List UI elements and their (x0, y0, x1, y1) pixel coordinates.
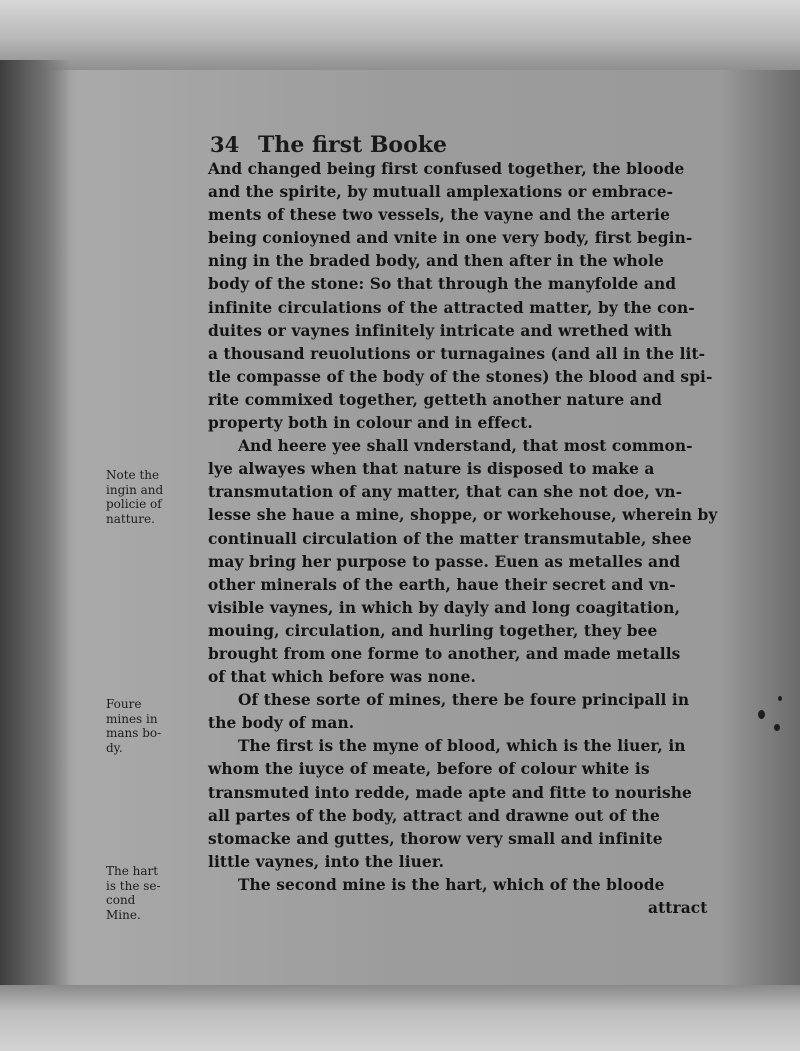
margin-note-line: Foure (106, 697, 142, 711)
text-line: tle compasse of the body of the stones) the blood and spi- (208, 367, 713, 386)
text-line: And changed being first confused together, the bloode (208, 160, 685, 178)
text-line: lesse she haue a mine, shoppe, or workehouse, wherein by (208, 506, 718, 525)
margin-note-hart (106, 864, 196, 922)
margin-note-line: cond (106, 893, 136, 907)
text-line: the body of man. (208, 714, 355, 733)
margin-note-line: Mine. (106, 907, 141, 922)
text-line: mouing, circulation, and hurling together, they bee (208, 621, 658, 640)
margin-note-line: mans bo- (106, 726, 162, 740)
margin-note-line: dy. (106, 740, 123, 755)
text-line: And heere yee shall vnderstand, that most common- (238, 437, 693, 456)
text-line: being conioyned and vnite in one very body, first begin- (208, 229, 693, 248)
text-line: little vaynes, into the liuer. (208, 852, 445, 871)
text-line: lye alwayes when that nature is disposed to make a (208, 460, 655, 479)
running-head: The first Booke (258, 132, 447, 158)
margin-note-line: policie of (106, 497, 162, 511)
text-line: Of these sorte of mines, there be foure principall in (238, 691, 690, 710)
text-line: The first is the myne of blood, which is the liuer, in (238, 737, 686, 756)
text-line: transmutation of any matter, that can she not doe, vn- (208, 483, 683, 502)
text-line: brought from one forme to another, and made metalls (208, 644, 681, 663)
ink-speck (774, 724, 780, 731)
ink-speck (758, 710, 765, 719)
margin-note-line: natture. (106, 511, 155, 526)
margin-note-line: The hart (106, 864, 159, 878)
text-line: all partes of the body, attract and drawne out of the (208, 806, 660, 825)
text-line: a thousand reuolutions or turnagaines (and all in the lit- (208, 344, 706, 363)
page-top-edge (0, 0, 800, 70)
page-number: 34 (210, 132, 240, 157)
text-line: stomacke and guttes, thorow very small and infinite (208, 829, 663, 848)
margin-note-line: Note the (106, 468, 160, 482)
text-line: The second mine is the hart, which of the bloode (238, 875, 665, 894)
margin-note-line: mines in (106, 711, 158, 726)
ink-speck (778, 696, 782, 701)
margin-note-line: is the se- (106, 878, 161, 893)
text-line: may bring her purpose to passe. Euen as metalles and (208, 552, 681, 571)
page-bottom-edge (0, 985, 800, 1051)
text-line: whom the iuyce of meate, before of colour white is (208, 760, 650, 779)
text-line: ning in the braded body, and then after in the whole (208, 252, 664, 271)
text-line: continuall circulation of the matter transmutable, shee (208, 529, 692, 548)
text-line: duites or vaynes infinitely intricate and wrethed with (208, 321, 673, 340)
margin-note-foure-mines (106, 697, 196, 755)
text-line: body of the stone: So that through the manyfolde and (208, 275, 677, 294)
margin-note-nature (106, 468, 196, 526)
text-line: rite commixed together, getteth another nature and (208, 390, 662, 409)
text-line: ments of these two vessels, the vayne and the arterie (208, 206, 671, 225)
gutter-shadow (0, 60, 70, 1000)
catchword: attract (648, 899, 708, 917)
body-text (208, 158, 753, 920)
text-line: transmuted into redde, made apte and fitte to nourishe (208, 783, 692, 802)
text-line: property both in colour and in effect. (208, 414, 533, 433)
text-line: visible vaynes, in which by dayly and long coagitation, (208, 598, 681, 617)
text-line: and the spirite, by mutuall amplexations or embrace- (208, 183, 674, 202)
text-line: of that which before was none. (208, 668, 476, 687)
margin-note-line: ingin and (106, 482, 164, 497)
text-line: infinite circulations of the attracted matter, by the con- (208, 298, 695, 317)
text-line: other minerals of the earth, haue their secret and vn- (208, 575, 676, 594)
